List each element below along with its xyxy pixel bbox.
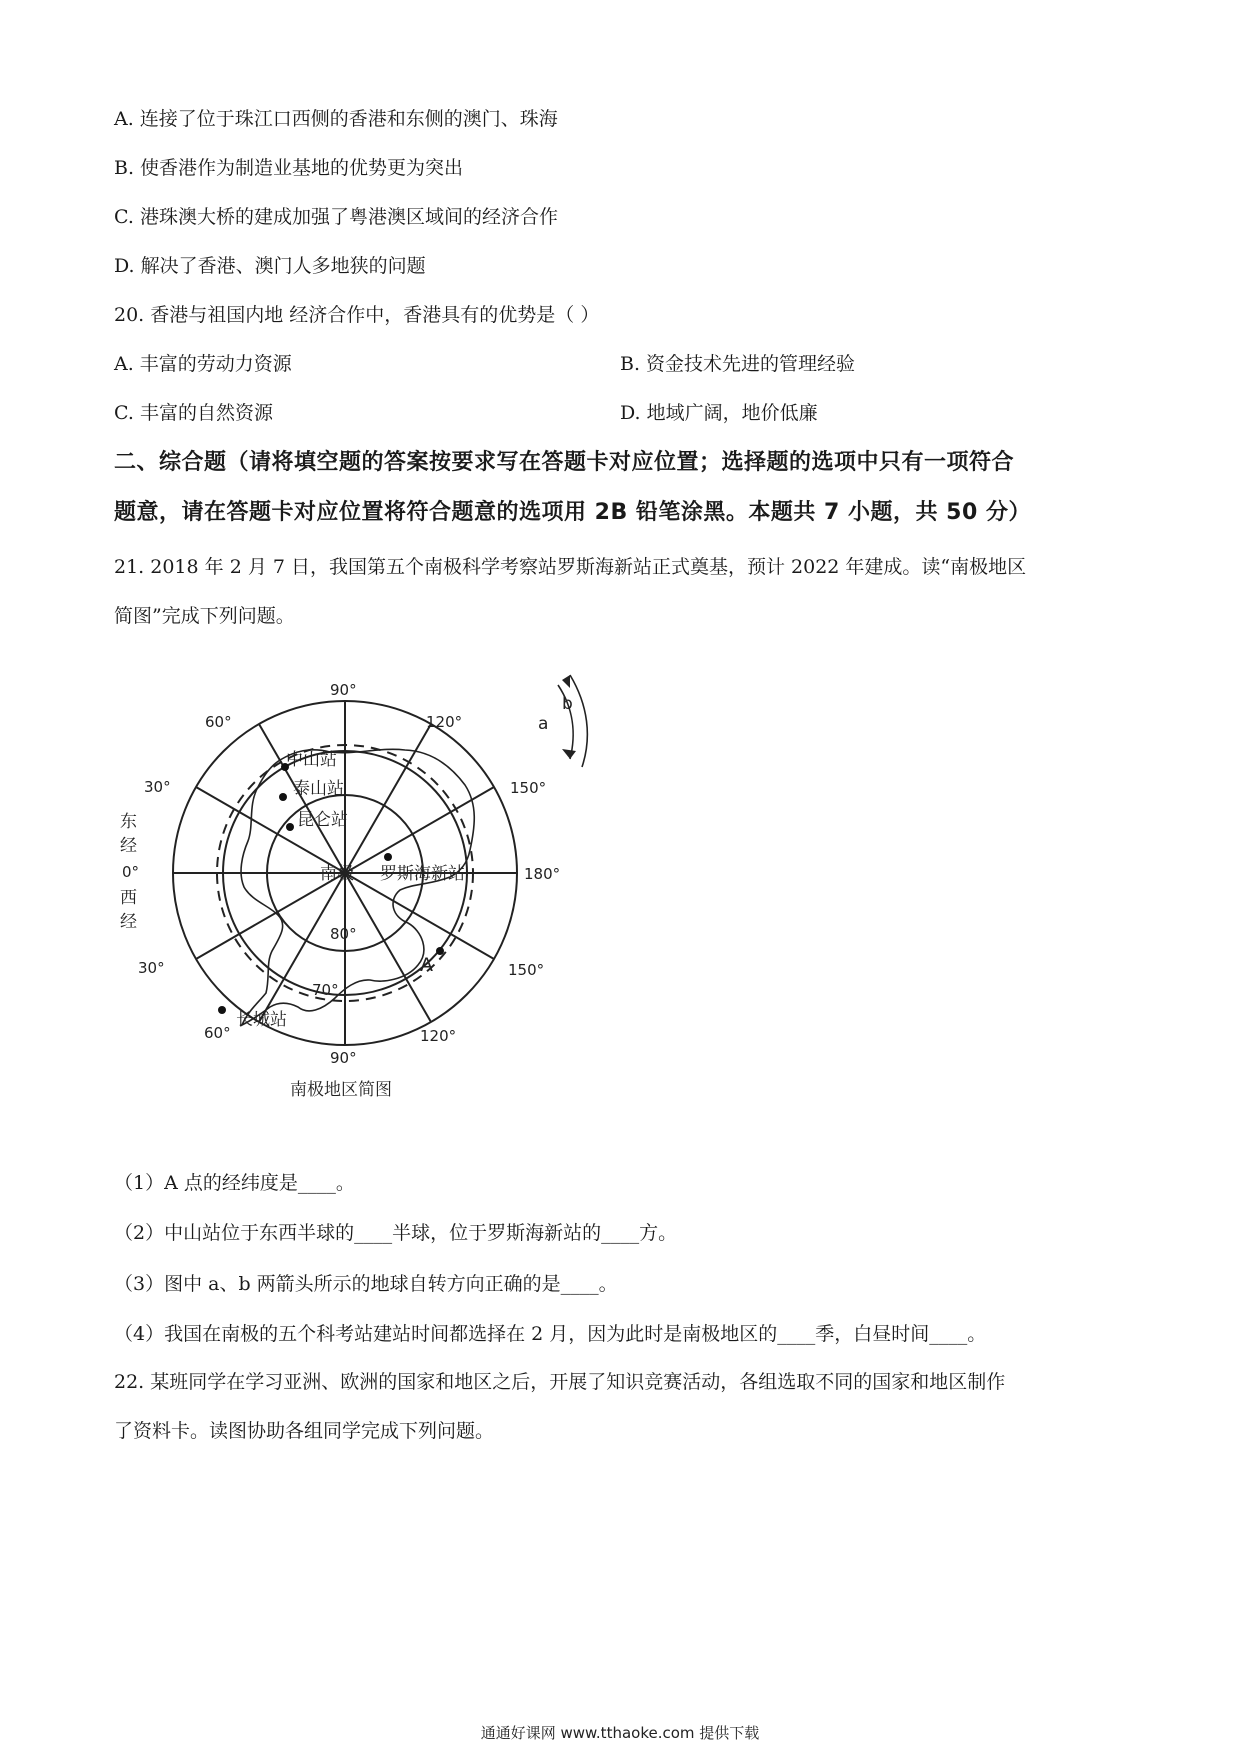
left-label-dong: 东 <box>120 812 137 832</box>
page-footer: 通通好课网 www.tthaoke.com 提供下载 <box>480 1724 760 1742</box>
lon-top-right: 120° <box>426 713 463 731</box>
rossnew-dot <box>384 853 392 861</box>
subquestion-4: （4）我国在南极的五个科考站建站时间都选择在 2 月，因为此时是南极地区的____季，白昼时间____。 <box>114 1323 987 1345</box>
q20-option-b: B. 资金技术先进的管理经验 <box>620 353 856 375</box>
lon-top-left: 60° <box>205 713 232 731</box>
lon-bottom: 90° <box>330 1049 357 1067</box>
question-22-stem-line2: 了资料卡。读图协助各组同学完成下列问题。 <box>114 1420 495 1442</box>
subquestion-2: （2）中山站位于东西半球的____半球，位于罗斯海新站的____方。 <box>114 1222 678 1244</box>
q20-option-c: C. 丰富的自然资源 <box>114 402 273 424</box>
question-21-stem-line2: 简图”完成下列问题。 <box>114 605 295 627</box>
left-label-jing1: 经 <box>120 836 137 856</box>
q20-option-d: D. 地域广阔，地价低廉 <box>620 402 818 424</box>
antarctic-map <box>120 655 600 1125</box>
lat-80: 80° <box>330 925 357 943</box>
kunlun-dot <box>286 823 294 831</box>
label-taishan: 泰山站 <box>293 779 344 799</box>
subquestion-1: （1）A 点的经纬度是____。 <box>114 1172 355 1194</box>
map-caption: 南极地区简图 <box>290 1080 392 1100</box>
option-d: D. 解决了香港、澳门人多地狭的问题 <box>114 255 426 277</box>
label-changcheng: 长城站 <box>236 1010 287 1030</box>
lon-bottom-left: 60° <box>204 1024 231 1042</box>
section-heading-line2: 题意，请在答题卡对应位置将符合题意的选项用 2B 铅笔涂黑。本题共 7 小题，共 50 分） <box>114 500 1031 525</box>
label-south-pole: 南极 <box>320 864 354 884</box>
arrow-b-head <box>562 675 570 688</box>
changcheng-dot <box>218 1006 226 1014</box>
lon-right: 180° <box>524 865 561 883</box>
q20-option-a: A. 丰富的劳动力资源 <box>114 353 292 375</box>
point-a-dot <box>436 947 444 955</box>
option-b: B. 使香港作为制造业基地的优势更为突出 <box>114 157 464 179</box>
option-a: A. 连接了位于珠江口西侧的香港和东侧的澳门、珠海 <box>114 108 558 130</box>
taishan-dot <box>279 793 287 801</box>
lon-upper-left: 30° <box>144 778 171 796</box>
antarctica-outline <box>241 749 474 1025</box>
label-rossnew: 罗斯海新站 <box>380 864 465 884</box>
lon-lower-right: 150° <box>508 961 545 979</box>
lon-top: 90° <box>330 681 357 699</box>
lat-70: 70° <box>312 981 339 999</box>
subquestion-3: （3）图中 a、b 两箭头所示的地球自转方向正确的是____。 <box>114 1273 618 1295</box>
label-arrow-b: b <box>562 694 573 714</box>
question-22-stem-line1: 22. 某班同学在学习亚洲、欧洲的国家和地区之后，开展了知识竞赛活动，各组选取不同的国家和地区制作 <box>114 1371 1006 1393</box>
option-c: C. 港珠澳大桥的建成加强了粤港澳区域间的经济合作 <box>114 206 558 228</box>
lon-bottom-right: 120° <box>420 1027 457 1045</box>
left-label-xi: 西 <box>120 888 137 908</box>
left-label-jing2: 经 <box>120 912 137 932</box>
arrow-a-head <box>562 749 576 759</box>
label-zhongshan: 中山站 <box>286 750 337 770</box>
label-point-a: A <box>420 954 433 976</box>
label-kunlun: 昆仑站 <box>297 810 348 830</box>
lon-upper-right: 150° <box>510 779 547 797</box>
lon-lower-left: 30° <box>138 959 165 977</box>
question-20-stem: 20. 香港与祖国内地 经济合作中，香港具有的优势是（ ） <box>114 304 600 326</box>
left-label-0: 0° <box>122 863 140 881</box>
label-arrow-a: a <box>538 714 549 734</box>
section-heading-line1: 二、综合题（请将填空题的答案按要求写在答题卡对应位置；选择题的选项中只有一项符合 <box>114 450 1015 475</box>
question-21-stem-line1: 21. 2018 年 2 月 7 日，我国第五个南极科学考察站罗斯海新站正式奠基，预计 2022 年建成。读“南极地区 <box>114 556 1027 578</box>
